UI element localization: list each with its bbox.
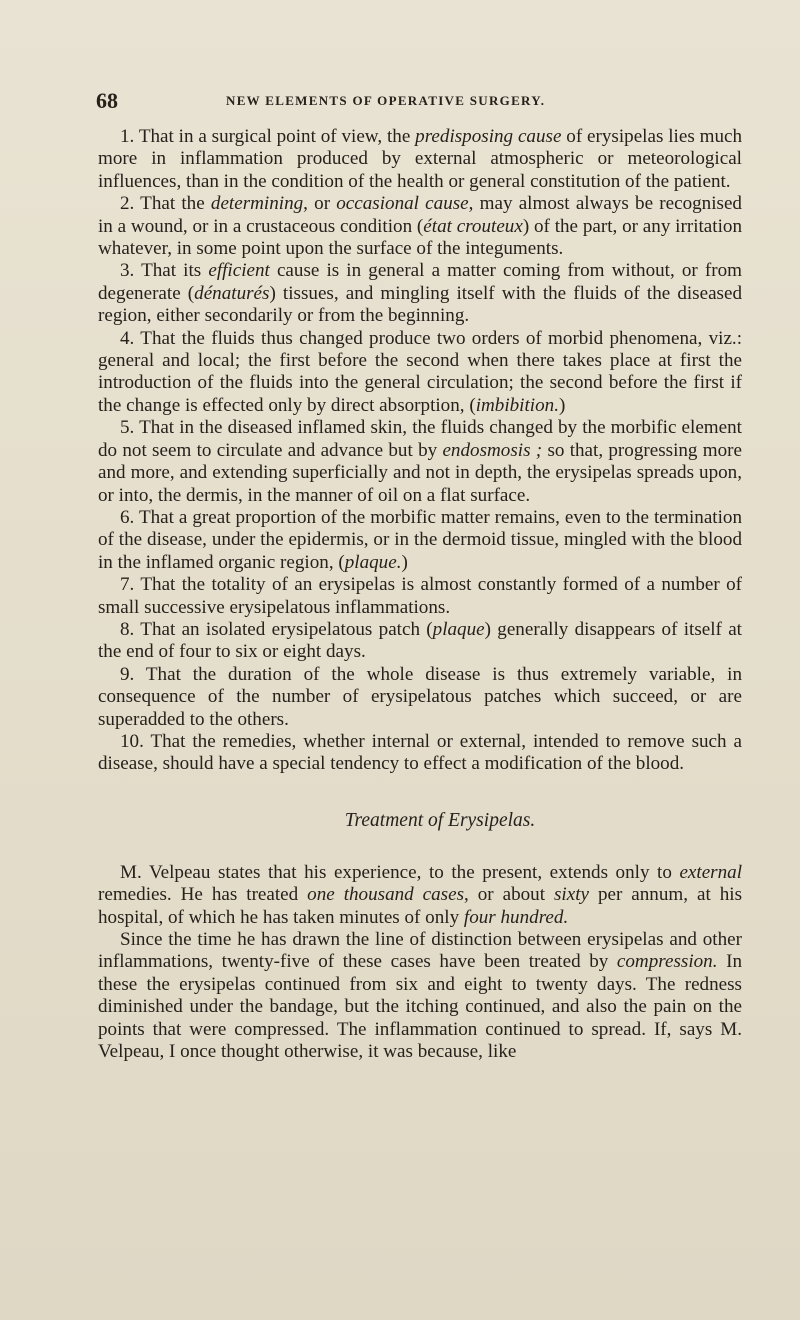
paragraph-p3 bbox=[98, 260, 742, 327]
emphasis: one thousand cases bbox=[307, 884, 465, 906]
text-run: 3. That its bbox=[120, 260, 209, 282]
emphasis: determining bbox=[210, 193, 304, 215]
text-run: 2. That the bbox=[120, 193, 211, 215]
text-run: 5. That in the diseased inflamed skin, the fluids changed by the morbific element do not seem to circulate and advance but by bbox=[98, 417, 742, 461]
emphasis: occasional cause bbox=[336, 193, 469, 215]
paragraph-p5 bbox=[98, 417, 742, 507]
numbered-propositions bbox=[98, 126, 742, 776]
paragraph-p4 bbox=[98, 328, 742, 418]
emphasis: efficient bbox=[208, 260, 270, 282]
emphasis: sixty bbox=[554, 884, 589, 906]
text-run: ) bbox=[558, 394, 566, 416]
emphasis: external bbox=[679, 861, 742, 883]
paragraph-p7 bbox=[98, 574, 742, 619]
text-run: 4. That the fluids thus changed produce two orders of morbid phenomena, viz.: general and local; the first before the second when there takes place at first the introduction of the fluids into the general circulation; the second before the first if the change is effected only by direct absorption, ( bbox=[98, 327, 742, 416]
emphasis: dénaturés bbox=[194, 282, 270, 304]
page-number: 68 bbox=[96, 88, 118, 113]
emphasis: four hundred. bbox=[463, 906, 569, 928]
treatment-text bbox=[98, 862, 742, 1064]
text-run: M. Velpeau states that his experience, to the present, extends only to bbox=[120, 861, 680, 883]
page-body bbox=[98, 126, 742, 1063]
paragraph-p10 bbox=[98, 731, 742, 776]
emphasis: predisposing cause bbox=[415, 126, 562, 147]
running-title: NEW ELEMENTS OF OPERATIVE SURGERY. bbox=[226, 93, 546, 108]
paragraph-p2 bbox=[98, 193, 742, 260]
emphasis: état crouteux bbox=[423, 215, 523, 237]
emphasis: compression. bbox=[616, 951, 718, 973]
paragraph-p9 bbox=[98, 664, 742, 731]
text-run: ) tissues, and mingling itself with the fluids of the diseased region, either secondarily or from the beginning. bbox=[98, 282, 743, 327]
section-heading: Treatment of Erysipelas. bbox=[344, 809, 536, 831]
text-run: 9. That the duration of the whole disease is thus extremely variable, in consequence of the number of erysipelatous patches which succeed, or are superadded to the others. bbox=[98, 663, 742, 730]
text-run: , may almost always be recognised in a wound, or in a crustaceous condition ( bbox=[98, 193, 742, 237]
text-run: cause is in general a matter coming from without, or from degenerate ( bbox=[98, 260, 742, 304]
text-run: , or about bbox=[464, 884, 554, 906]
emphasis: endosmosis ; bbox=[442, 439, 543, 461]
running-head bbox=[96, 88, 742, 112]
text-run: 6. That a great proportion of the morbific matter remains, even to the termination of the disease, under the epidermis, or in the dermoid tissue, mingled with the blood in the inflamed organic region, ( bbox=[98, 506, 742, 573]
text-run: of erysipelas lies much more in inflammation produced by external atmospheric or meteorological influences, than in the condition of the health or general constitution of the patient. bbox=[98, 126, 743, 192]
emphasis: plaque bbox=[432, 618, 485, 640]
text-run: ) generally disappears of itself at the end of four to six or eight days. bbox=[98, 618, 742, 663]
paragraph-p12 bbox=[98, 929, 742, 1063]
text-run: ) bbox=[401, 551, 408, 573]
text-run: In these the erysipelas continued from six and eight to twenty days. The redness diminished under the bandage, but the itching continued, and also the pain on the points that were compressed. The inflammation continued to spread. If, says M. Velpeau, I once thought otherwise, it was because, like bbox=[98, 951, 742, 1063]
text-run: so that, progressing more and more, and extending superficially and not in depth, the erysipelas spreads upon, or into, the dermis, in the manner of oil on a flat surface. bbox=[98, 439, 742, 506]
text-run: per annum, at his hospital, of which he has taken minutes of only bbox=[98, 884, 742, 928]
paragraph-p8 bbox=[98, 619, 742, 664]
text-run: remedies. He has treated bbox=[98, 884, 308, 906]
text-run: 8. That an isolated erysipelatous patch ( bbox=[120, 618, 433, 640]
text-run: 1. That in a surgical point of view, the bbox=[120, 126, 416, 147]
paragraph-p11 bbox=[98, 862, 742, 929]
emphasis: plaque. bbox=[344, 551, 402, 573]
text-run: Since the time he has drawn the line of distinction between erysipelas and other inflammations, twenty-five of these cases have been treated by bbox=[98, 929, 742, 973]
paragraph-p1 bbox=[98, 126, 742, 193]
text-run: 7. That the totality of an erysipelas is almost constantly formed of a number of small successive erysipelatous inflammations. bbox=[98, 574, 742, 618]
paragraph-p6 bbox=[98, 507, 742, 574]
emphasis: imbibition. bbox=[475, 394, 559, 416]
text-run: , or bbox=[303, 193, 337, 215]
text-run: 10. That the remedies, whether internal or external, intended to remove such a disease, should have a special tendency to effect a modification of the blood. bbox=[98, 730, 742, 775]
text-run: ) of the part, or any irritation whatever, in some point upon the surface of the integuments. bbox=[98, 215, 742, 260]
